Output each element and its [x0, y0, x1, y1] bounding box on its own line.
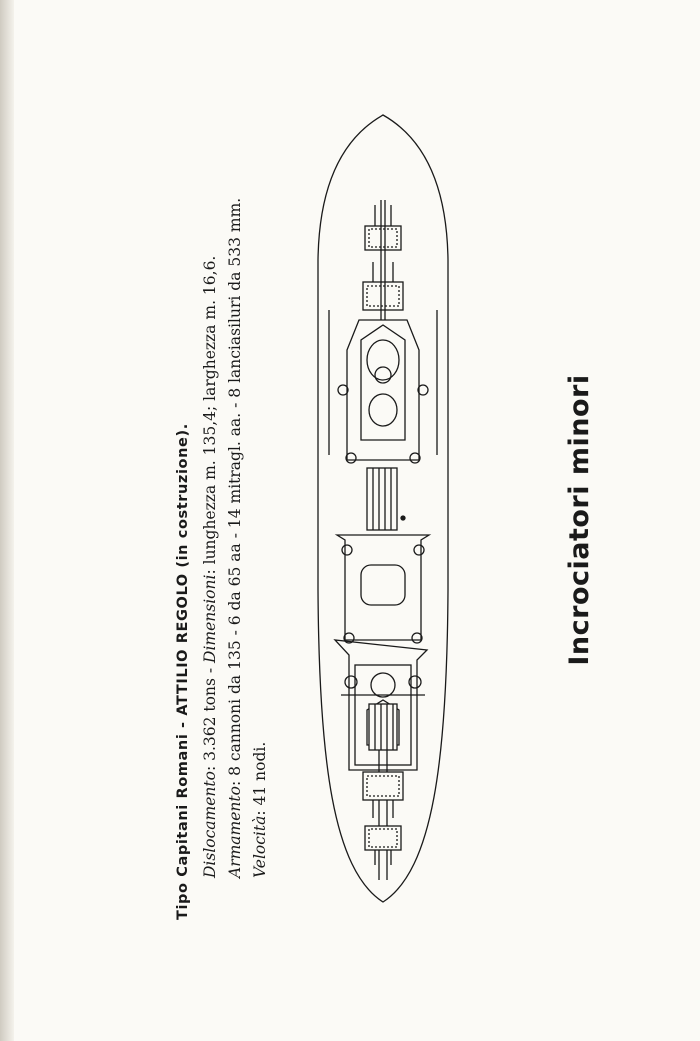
spec-value: 8 cannoni da 135 - 6 da 65 aa - 14 mitragl. aa. - 8 lanciasiluri da 533 mm.	[226, 197, 245, 776]
spec-label: Dimensioni	[201, 574, 219, 663]
ship-caption	[175, 100, 273, 920]
spec-displacement: Dislocamento: 3.362 tons - Dimensioni: lunghezza m. 135,4; larghezza m. 16,6.	[201, 255, 219, 878]
rotated-page-content	[40, 20, 660, 1020]
spec-speed: Velocità: 41 nodi.	[251, 741, 270, 878]
ship-name: ATTILIO REGOLO	[175, 573, 191, 716]
spec-value: 41 nodi.	[251, 741, 270, 806]
aft-turret-2	[363, 772, 403, 818]
spec-label: Armamento	[226, 786, 245, 878]
fwd-turret-2	[365, 205, 401, 250]
page-heading: Incrociatori minori	[564, 374, 595, 666]
spec-value: 3.362 tons	[201, 678, 219, 761]
spec-label: Dislocamento	[201, 771, 219, 878]
caption-separator: -	[175, 721, 191, 728]
aft-turret-1	[365, 826, 401, 865]
spec-label: Velocità	[251, 815, 270, 878]
caption-title	[175, 100, 191, 920]
ship-plan-illustration	[307, 110, 459, 910]
aft-torpedo-tubes	[369, 704, 397, 750]
fwd-torpedo-tubes	[367, 468, 397, 530]
ship-status: (in costruzione).	[175, 423, 191, 568]
fwd-turret-1	[363, 262, 403, 310]
spec-value: lunghezza m. 135,4; larghezza m. 16,6.	[201, 255, 219, 565]
ship-class: Tipo Capitani Romani	[175, 733, 191, 920]
spec-armament: Armamento: 8 cannoni da 135 - 6 da 65 aa - 14 mitragl. aa. - 8 lanciasiluri da 533 mm.	[226, 197, 245, 878]
page-binding-edge	[0, 0, 14, 1041]
